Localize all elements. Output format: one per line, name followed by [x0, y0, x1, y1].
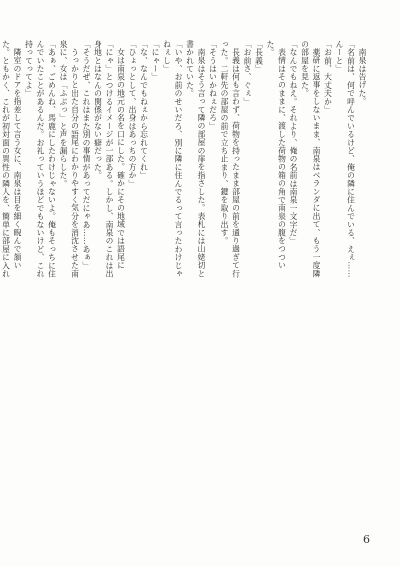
dialogue-line: 「そうはいかねぇだろ」: [208, 40, 218, 131]
paragraph: 長義は何も言わず、荷物を持ったまま部屋の前を通り過ぎて行った。二軒先の部屋の前で立ち止まり、鍵を取り出す。: [220, 40, 241, 278]
dialogue-line: 「ひょっとして、出身はあっちの方か」: [128, 40, 137, 188]
paragraph: 女は南泉の地元の名を口にした。確かにその地域では語尾に「にゃ」とつけるイメージが一部ある。しかし、南泉のこれは出身地とはなんの関係がない癖だった。: [93, 40, 126, 278]
body-text: [1, 40, 368, 540]
page-number: 6: [363, 533, 370, 546]
dialogue-line: 「あぁ、ごめんね、馬鹿にしたわけじゃないよ。俺もそっちに住んでいたことがあるんだ。お礼っていうほどでもないけど、これ持ってってよ」: [24, 40, 57, 278]
dialogue-line: 「いや、お前のせいだろ、別に隣に住んでるって言ったわけじゃねぇし」: [162, 40, 183, 278]
dialogue-line: 「にゃー」: [151, 40, 160, 81]
paragraph: 南泉は告げた。: [358, 47, 367, 106]
dialogue-line: 「長義」: [254, 40, 264, 73]
dialogue-line: 「お前、大丈夫か」: [323, 40, 333, 114]
paragraph: 隣室のドアを指差して言う女に、南泉は目を細く睨んで頷いた。ともかく、これが初対面の異性の隣人を、簡単に部屋に入れ: [1, 40, 22, 278]
paragraph: 薬研に返事をしないまま、南泉はベランダに出て、もう一度隣の部屋を見た。: [300, 40, 321, 278]
dialogue-line: 「なんでもねえ。それより、俺の名前は南泉一文字だ」: [289, 40, 298, 245]
dialogue-line: 「お前さ、ぐぇ」: [243, 40, 252, 106]
dialogue-line: 「そうだぜ、これはまた別の事情があってだにゃあ……あぁ」: [82, 40, 91, 270]
dialogue-line: 「な、なんでもねぇから忘れてくれ」: [139, 40, 149, 180]
paragraph: うっかりと出た自分の語尾にわかりやすく気分を消沈させた南泉に、女は「ふぶっ」と声を漏らした。: [59, 40, 80, 278]
paragraph: 表情はそのままに、渡した荷物の箱の角で南泉の腹をつついた。: [266, 40, 287, 270]
lower-text-block: [0, 40, 207, 278]
dialogue-line: 「名前は、何で呼んでいるけど、俺の隣に住んでいる、えぇ……んーと」: [335, 40, 356, 278]
upper-text-block: [207, 40, 368, 278]
paragraph: 南泉はそう言って隣の部屋の扉を指さした。表札には山姥切と書かれていた。: [185, 40, 206, 278]
